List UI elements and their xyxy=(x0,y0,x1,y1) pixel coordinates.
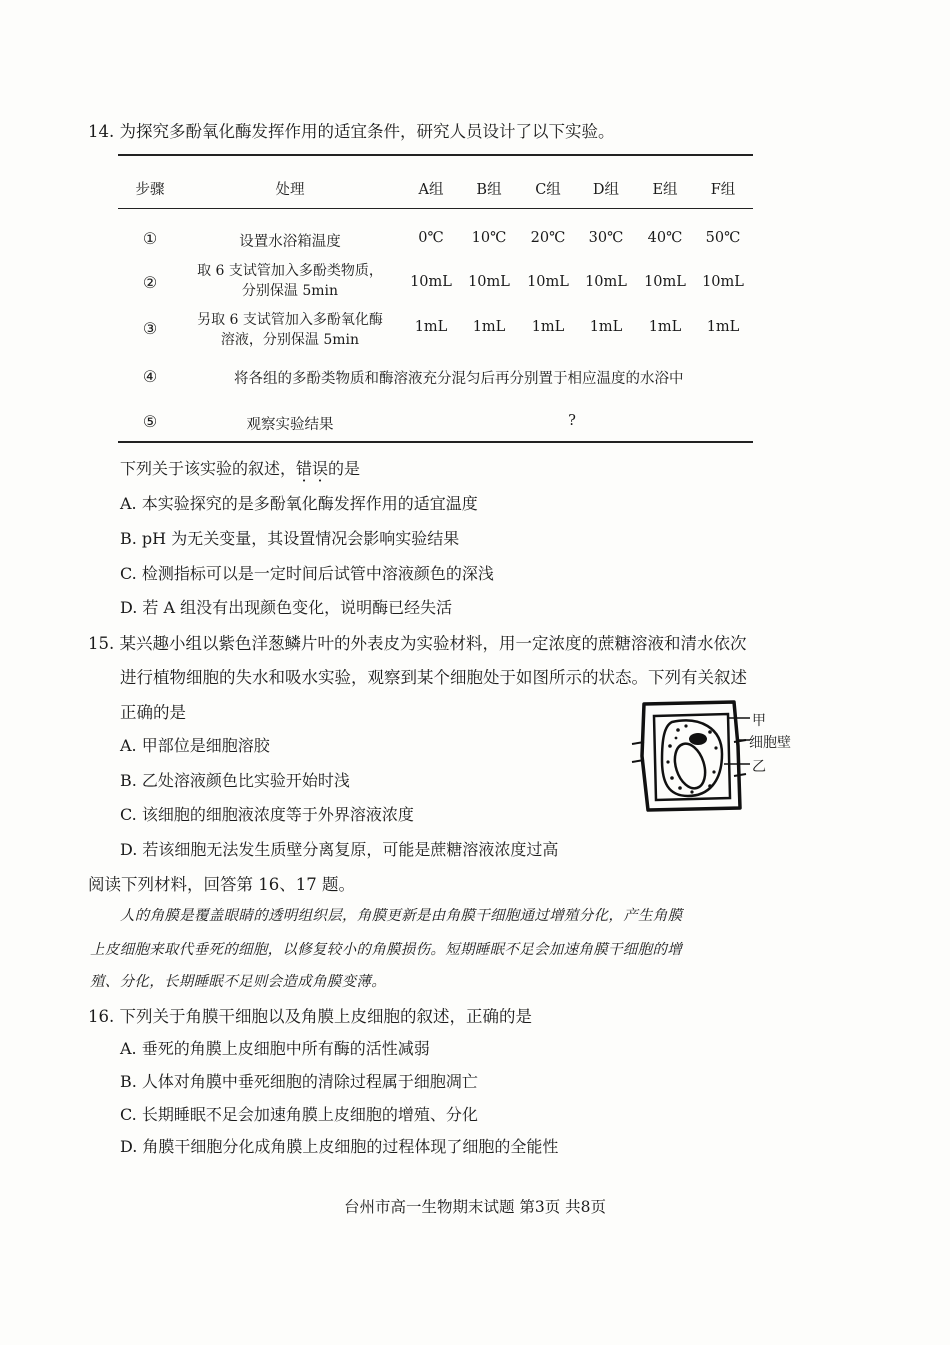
row3-b: 1mL xyxy=(472,319,506,335)
th-group-d: D组 xyxy=(592,182,620,198)
q16-option-a: A. 垂死的角膜上皮细胞中所有酶的活性减弱 xyxy=(120,1039,430,1058)
q14-stem: 14. 为探究多酚氧化酶发挥作用的适宜条件，研究人员设计了以下实验。 xyxy=(88,122,615,141)
q15-stem-line1: 15. 某兴趣小组以紫色洋葱鳞片叶的外表皮为实验材料，用一定浓度的蔗糖溶液和清水依次 xyxy=(88,634,747,653)
plant-cell-figure xyxy=(630,696,750,814)
passage-line-3: 殖、分化，长期睡眠不足则会造成角膜变薄。 xyxy=(90,974,386,990)
q15-stem-line3: 正确的是 xyxy=(120,703,186,722)
th-treatment: 处理 xyxy=(275,182,305,198)
row3-a: 1mL xyxy=(414,319,448,335)
q15-option-d: D. 若该细胞无法发生质壁分离复原，可能是蔗糖溶液浓度过高 xyxy=(120,840,559,859)
q14-option-a: A. 本实验探究的是多酚氧化酶发挥作用的适宜温度 xyxy=(120,494,478,513)
row2-treatment-line2: 分别保温 5min xyxy=(241,283,339,299)
q16-option-c: C. 长期睡眠不足会加速角膜上皮细胞的增殖、分化 xyxy=(120,1105,478,1124)
row1-c: 20℃ xyxy=(530,230,566,246)
row1-d: 30℃ xyxy=(588,230,624,246)
q14-option-d: D. 若 A 组没有出现颜色变化，说明酶已经失活 xyxy=(120,598,453,617)
q14-option-b: B. pH 为无关变量，其设置情况会影响实验结果 xyxy=(120,529,460,548)
row1-f: 50℃ xyxy=(705,230,741,246)
reading-intro: 阅读下列材料，回答第 16、17 题。 xyxy=(88,875,355,894)
th-group-a: A组 xyxy=(418,182,444,198)
row4-text: 将各组的多酚类物质和酶溶液充分混匀后再分别置于相应温度的水浴中 xyxy=(234,371,684,387)
th-group-b: B组 xyxy=(476,182,502,198)
nucleus xyxy=(689,733,707,745)
q14-question-pre: 下列关于该实验的叙述， xyxy=(120,459,297,478)
q14-emphasis-2: 误 xyxy=(312,459,329,478)
th-group-c: C组 xyxy=(535,182,561,198)
row2-d: 10mL xyxy=(585,274,627,290)
q16-option-b: B. 人体对角膜中垂死细胞的清除过程属于细胞凋亡 xyxy=(120,1072,478,1091)
table-header-rule xyxy=(118,208,753,209)
row5-result: ? xyxy=(568,413,576,429)
q15-option-b: B. 乙处溶液颜色比实验开始时浅 xyxy=(120,771,350,790)
figure-label-cell-wall: 细胞壁 xyxy=(749,735,791,751)
figure-label-jia: 甲 xyxy=(752,713,766,729)
row2-e: 10mL xyxy=(644,274,686,290)
page-footer: 台州市高一生物期末试题 第3页 共8页 xyxy=(343,1198,607,1216)
q15-option-c: C. 该细胞的细胞液浓度等于外界溶液浓度 xyxy=(120,805,414,824)
row2-c: 10mL xyxy=(527,274,569,290)
row5-treatment: 观察实验结果 xyxy=(246,417,334,433)
row3-d: 1mL xyxy=(589,319,623,335)
row2-treatment-line1: 取 6 支试管加入多酚类物质， xyxy=(197,263,383,279)
row2-f: 10mL xyxy=(702,274,744,290)
table-top-rule xyxy=(118,154,753,156)
row1-b: 10℃ xyxy=(471,230,507,246)
q15-option-a: A. 甲部位是细胞溶胶 xyxy=(120,736,270,755)
protoplast xyxy=(662,720,722,796)
row2-step: ② xyxy=(142,273,158,292)
q14-question xyxy=(120,456,360,479)
row2-b: 10mL xyxy=(468,274,510,290)
figure-label-yi: 乙 xyxy=(752,759,766,775)
row1-step: ① xyxy=(142,229,158,248)
row1-treatment: 设置水浴箱温度 xyxy=(239,234,341,250)
q14-emphasis-1: 错 xyxy=(296,459,313,478)
vacuole xyxy=(670,740,711,792)
row3-treatment xyxy=(185,310,395,350)
row1-a: 0℃ xyxy=(418,230,444,246)
q14-option-c: C. 检测指标可以是一定时间后试管中溶液颜色的深浅 xyxy=(120,564,494,583)
q16-stem: 16. 下列关于角膜干细胞以及角膜上皮细胞的叙述，正确的是 xyxy=(88,1007,532,1026)
q15-stem-line2: 进行植物细胞的失水和吸水实验，观察到某个细胞处于如图所示的状态。下列有关叙述 xyxy=(120,668,747,687)
passage-line-2: 上皮细胞来取代垂死的细胞，以修复较小的角膜损伤。短期睡眠不足会加速角膜干细胞的增 xyxy=(90,942,682,958)
passage-line-1: 人的角膜是覆盖眼睛的透明组织层，角膜更新是由角膜干细胞通过增殖分化，产生角膜 xyxy=(120,908,683,924)
row2-treatment xyxy=(185,261,395,301)
row5-step: ⑤ xyxy=(142,412,158,431)
row3-f: 1mL xyxy=(706,319,740,335)
row3-treatment-line2: 溶液，分别保温 5min xyxy=(220,332,360,348)
row3-treatment-line1: 另取 6 支试管加入多酚氧化酶 xyxy=(197,312,383,328)
th-group-e: E组 xyxy=(652,182,678,198)
q14-question-post: 的是 xyxy=(328,459,361,478)
row1-e: 40℃ xyxy=(647,230,683,246)
th-step: 步骤 xyxy=(135,182,165,198)
row4-step: ④ xyxy=(142,367,158,386)
row3-c: 1mL xyxy=(531,319,565,335)
q16-option-d: D. 角膜干细胞分化成角膜上皮细胞的过程体现了细胞的全能性 xyxy=(120,1137,559,1156)
row2-a: 10mL xyxy=(410,274,452,290)
th-group-f: F组 xyxy=(710,182,736,198)
row3-step: ③ xyxy=(142,319,158,338)
row3-e: 1mL xyxy=(648,319,682,335)
table-bottom-rule xyxy=(118,441,753,443)
